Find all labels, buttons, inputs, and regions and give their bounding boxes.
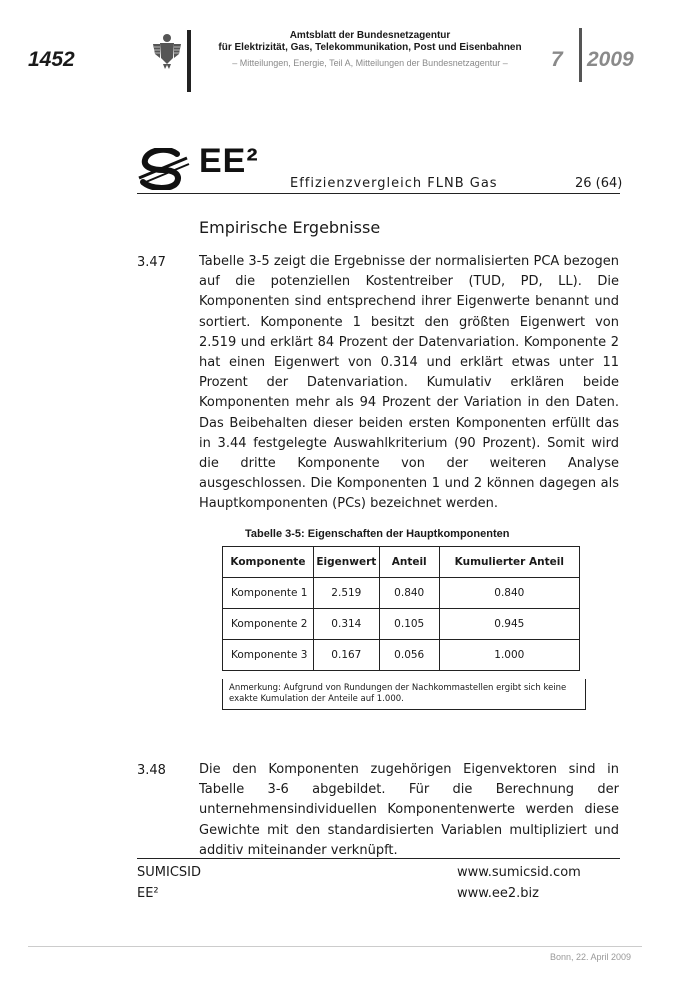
footer-ee2: EE² [137,886,159,901]
column-header: Anteil [379,547,439,578]
footer-link-sumicsid[interactable]: www.sumicsid.com [457,865,581,880]
footer-company: SUMICSID [137,865,201,880]
document-page: 26 (64) [575,176,623,191]
document-title: Effizienzvergleich FLNB Gas [290,176,498,191]
column-header: Kumulierter Anteil [439,547,579,578]
table-cell: 0.167 [313,640,379,671]
components-table [222,546,580,671]
table-note-line: exakte Kumulation der Anteile auf 1.000. [229,694,404,704]
header-divider [187,30,191,92]
table-cell: 0.945 [439,609,579,640]
table-note [222,679,586,710]
table-cell: Komponente 2 [223,609,314,640]
publisher-line2: für Elektrizität, Gas, Telekommunikation, Post und Eisenbahnen [218,42,522,53]
publisher-subtitle: – Mitteilungen, Energie, Teil A, Mitteilungen der Bundesnetzagentur – [232,58,508,68]
table-header-row [223,547,580,578]
table-cell: Komponente 3 [223,640,314,671]
page-number: 1452 [28,48,75,71]
issue-year: 2009 [587,48,634,71]
table-cell: 1.000 [439,640,579,671]
publisher-title [205,30,535,54]
table-row [223,640,580,671]
paragraph-text: Tabelle 3-5 zeigt die Ergebnisse der normalisierten PCA bezogen auf die potenziellen Kostentreiber (TUD, PD, LL). Die Komponenten sind entsprechend ihrer Eigenwerte benannt und sortiert. Komponente 1 besitzt den größten Eigenwert von 2.519 und erklärt 84 Prozent der Datenvariation. Komponente 2 hat einen Eigenwert von 0.314 und erklärt etwas unter 11 Prozent der Datenvariation. Kumulativ erklären beide Komponenten mehr als 94 Prozent der Variation in den Daten. Das Beibehalten dieser beiden ersten Komponenten erfüllt das in 3.44 festgelegte Auswahlkriterium (90 Prozent). Somit wird die dritte Komponente von der weiteren Analyse ausgeschlossen. Die Komponenten 1 und 2 können dagegen als Hauptkomponenten (PCs) bezeichnet werden. [199,254,619,512]
footer-rule [137,858,620,859]
header-rule [137,193,620,194]
paragraph-number: 3.47 [137,255,166,270]
table-cell: 0.105 [379,609,439,640]
publisher-line1: Amtsblatt der Bundesnetzagentur [289,30,451,41]
table-cell: 0.314 [313,609,379,640]
table-note-line: Anmerkung: Aufgrund von Rundungen der Nachkommastellen ergibt sich keine [229,683,567,693]
table-cell: 0.840 [439,578,579,609]
table-cell: 2.519 [313,578,379,609]
sumicsid-logo-icon [137,148,193,190]
issue-divider [579,28,582,82]
publication-date: Bonn, 22. April 2009 [550,952,632,962]
column-header: Komponente [223,547,314,578]
column-header: Eigenwert [313,547,379,578]
table-cell: Komponente 1 [223,578,314,609]
table-row [223,578,580,609]
section-heading: Empirische Ergebnisse [199,218,381,237]
issue-number: 7 [551,48,563,71]
table-cell: 0.056 [379,640,439,671]
paragraph-number: 3.48 [137,763,166,778]
paragraph-text: Die den Komponenten zugehörigen Eigenvektoren sind in Tabelle 3-6 abgebildet. Für die Berechnung der unternehmensindividuellen Komponentenwerte werden diese Gewichte mit den standardisierten Variablen multipliziert und additiv miteinander verknüpft. [199,762,619,858]
bottom-rule [28,946,642,947]
table-caption: Tabelle 3-5: Eigenschaften der Hauptkomponenten [245,528,510,540]
table-row [223,609,580,640]
footer-link-ee2[interactable]: www.ee2.biz [457,886,539,901]
table-cell: 0.840 [379,578,439,609]
ee2-logo-text: EE² [199,142,259,180]
federal-eagle-icon [152,32,182,70]
